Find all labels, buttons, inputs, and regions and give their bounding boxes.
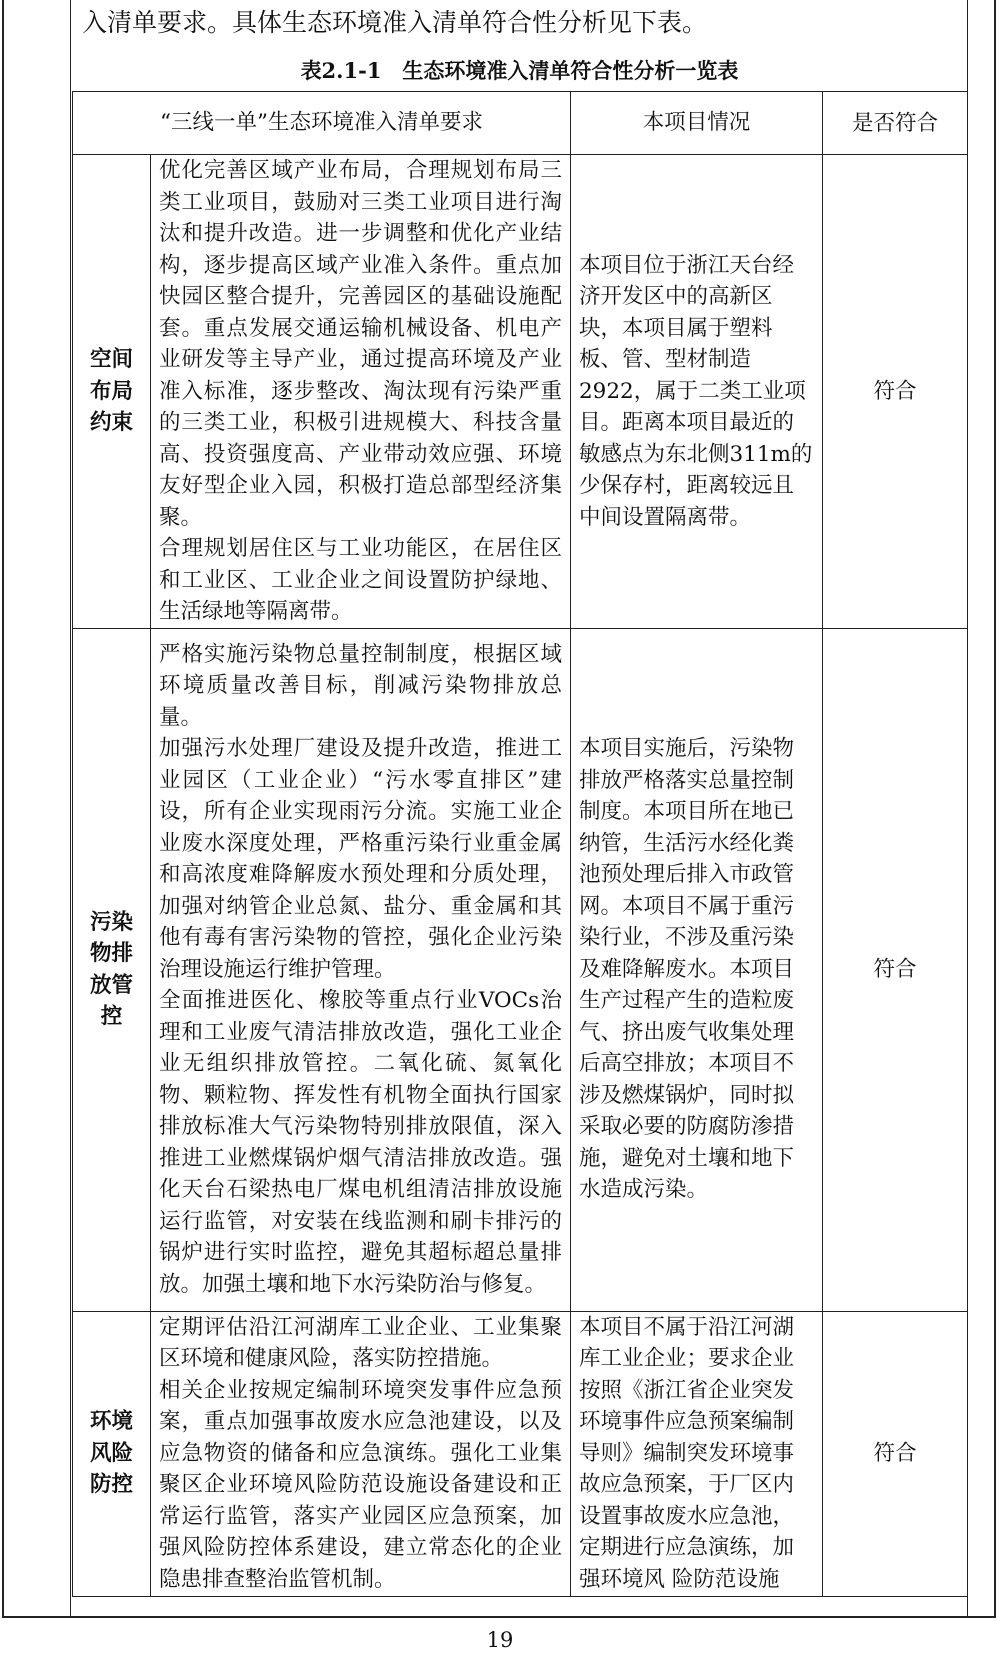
row-result: 符合: [823, 628, 968, 1311]
row-project: 本项目实施后，污染物排放严格落实总量控制制度。本项目所在地已纳管，生活污水经化粪池预处理后排入市政管网。本项目不属于重污染行业，不涉及重污染及难降解废水。本项目生产过程产生的造粒废气、挤出废气收集处理后高空排放；本项目不涉及燃煤锅炉，同时拟采取必要的防腐防渗措施，避免对土壤和地下水造成污染。: [571, 628, 823, 1311]
header-result: 是否符合: [823, 92, 968, 155]
table-row: [73, 1311, 968, 1596]
table-caption: 表2.1-1 生态环境准入清单符合性分析一览表: [300, 58, 739, 83]
table-row: [73, 628, 968, 1311]
requirement-paragraph: 严格实施污染物总量控制制度，根据区域环境质量改善目标，削减污染物排放总量。: [159, 641, 562, 730]
row-project: 本项目位于浙江天台经济开发区中的高新区块，本项目属于塑料板、管、型材制造2922，属于二类工业项目。距离本项目最近的敏感点为东北侧311m的少保存村，距离较远且中间设置隔离带。: [571, 155, 823, 629]
requirement-paragraph: 相关企业按规定编制环境突发事件应急预案，重点加强事故废水应急池建设，以及应急物资的储备和应急演练。强化工业集聚区企业环境风险防范设施设备建设和正常运行监管，落实产业园区应急预案，加强风险防控体系建设，建立常态化的企业隐患排查整治监管机制。: [159, 1377, 562, 1592]
row-requirement: [151, 155, 571, 629]
table-header-row: [73, 92, 968, 155]
row-project: 本项目不属于沿江河湖库工业企业；要求企业按照《浙江省企业突发环境事件应急预案编制导则》编制突发环境事故应急预案，于厂区内设置事故废水应急池，定期进行应急演练，加强环境风 险防范设施: [571, 1311, 823, 1596]
row-result: 符合: [823, 155, 968, 629]
row-result: 符合: [823, 1311, 968, 1596]
row-requirement: [151, 628, 571, 1311]
requirement-paragraph: 全面推进医化、橡胶等重点行业VOCs治理和工业废气清洁排放改造，强化工业企业无组织排放管控。二氧化硫、氮氧化物、颗粒物、挥发性有机物全面执行国家排放标准大气污染物特别排放限值，深入推进工业燃煤锅炉烟气清洁排放改造。强化天台石梁热电厂煤电机组清洁排放设施运行监管，对安装在线监测和刷卡排污的锅炉进行实时监控，避免其超标超总量排放。加强土壤和地下水污染防治与修复。: [159, 988, 562, 1297]
header-project: 本项目情况: [571, 92, 823, 155]
page-number: 19: [486, 1628, 514, 1652]
left-margin-rule: [70, 0, 71, 1618]
requirement-paragraph: 加强污水处理厂建设及提升改造，推进工业园区（工业企业）“污水零直排区”建设，所有企业实现雨污分流。实施工业企业废水深度处理，严格重污染行业重金属和高浓度难降解废水预处理和分质处理，加强对纳管企业总氮、盐分、重金属和其他有毒有害污染物的管控，强化企业污染治理设施运行维护管理。: [159, 736, 562, 982]
row-category: 空间布局约束: [73, 155, 151, 629]
intro-paragraph: 入清单要求。具体生态环境准入清单符合性分析见下表。: [82, 8, 708, 37]
requirement-paragraph: 定期评估沿江河湖库工业企业、工业集聚区环境和健康风险，落实防控措施。: [159, 1314, 562, 1372]
table-row: [73, 155, 968, 629]
compliance-table: [72, 91, 968, 1597]
requirement-paragraph: 合理规划居住区与工业功能区，在居住区和工业区、工业企业之间设置防护绿地、生活绿地等隔离带。: [159, 536, 562, 624]
header-requirement: “三线一单”生态环境准入清单要求: [73, 92, 571, 155]
row-category: 污染物排放管控: [73, 628, 151, 1311]
row-requirement: [151, 1311, 571, 1596]
row-category: 环境风险防控: [73, 1311, 151, 1596]
requirement-paragraph: 优化完善区域产业布局，合理规划布局三类工业项目，鼓励对三类工业项目进行淘汰和提升改造。进一步调整和优化产业结构，逐步提高区域产业准入条件。重点加快园区整合提升，完善园区的基础设施配套。重点发展交通运输机械设备、机电产业研发等主导产业，通过提高环境及产业准入标准，逐步整改、淘汰现有污染严重的三类工业，积极引进规模大、科技含量高、投资强度高、产业带动效应强、环境友好型企业入园，积极打造总部型经济集聚。: [159, 158, 562, 530]
